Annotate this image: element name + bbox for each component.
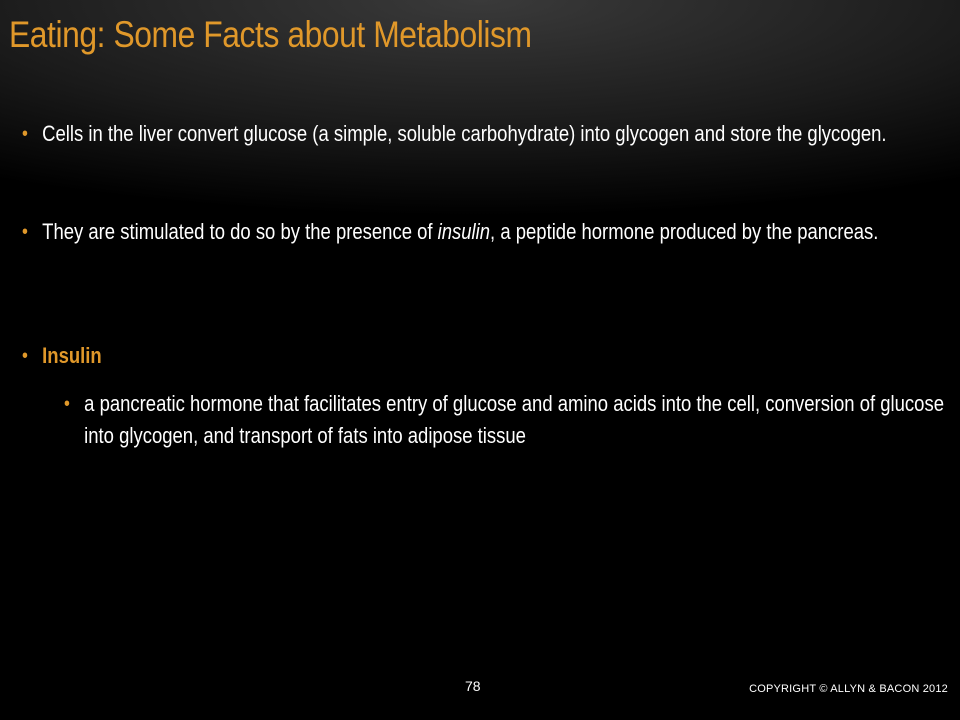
sub-bullet-item: [64, 388, 960, 452]
bullet-dot-icon: •: [22, 123, 28, 145]
page-number: 78: [465, 678, 481, 694]
bullet-dot-icon: •: [64, 393, 70, 415]
bullet-text-after: , a peptide hormone produced by the pancreas.: [490, 219, 879, 244]
bullet-item-heading: [22, 340, 960, 372]
bullet-emphasis: insulin: [437, 219, 491, 244]
bullet-heading-text: Insulin: [42, 343, 102, 368]
bullet-dot-icon: •: [22, 221, 28, 243]
bullet-text-before: They are stimulated to do so by the presence of: [42, 219, 438, 244]
sub-bullet-text: a pancreatic hormone that facilitates entry of glucose and amino acids into the cell, conversion of glucose into glycogen, and transport of fats into adipose tissue: [84, 391, 944, 448]
slide-title: Eating: Some Facts about Metabolism: [9, 14, 532, 55]
bullet-item: [22, 118, 960, 150]
bullet-item: [22, 216, 960, 248]
bullet-text: Cells in the liver convert glucose (a simple, soluble carbohydrate) into glycogen and store the glycogen.: [42, 121, 887, 146]
bullet-dot-icon: •: [22, 345, 28, 367]
copyright-notice: COPYRIGHT © ALLYN & BACON 2012: [749, 683, 948, 695]
